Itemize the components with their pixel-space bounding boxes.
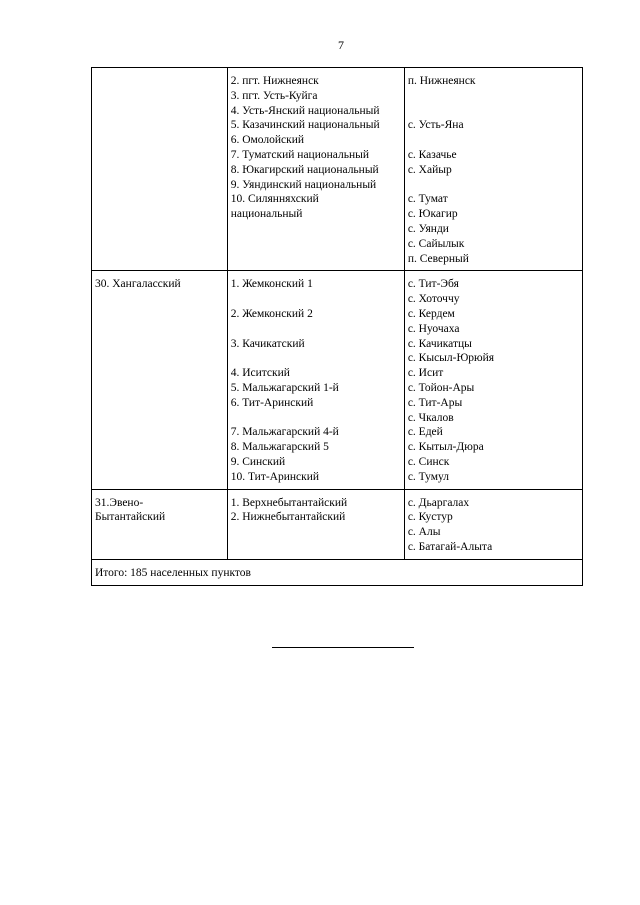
settlement-line: 8. Мальжагарский 5 — [230, 441, 329, 454]
locality-line: с. Уянди — [407, 222, 449, 235]
settlement-line: 6. Тит-Аринский — [230, 396, 314, 409]
settlement-line: 4. Иситский — [230, 367, 290, 380]
locality-line: с. Тойон-Ары — [407, 381, 475, 394]
locality-line — [408, 89, 580, 104]
locality-line: с. Усть-Яна — [407, 119, 464, 132]
locality-line: с. Тумат — [407, 193, 448, 206]
locality-line: п. Северный — [407, 252, 469, 265]
locality-line: с. Хоточчу — [407, 293, 460, 306]
table-row — [92, 489, 583, 559]
locality-line: с. Батагай-Алыта — [407, 540, 493, 553]
settlement-line: 4. Усть-Янский национальный — [230, 104, 380, 117]
localities-cell — [404, 489, 582, 559]
settlement-line: 6. Омолойский — [230, 134, 305, 147]
locality-line: с. Дьаргалах — [407, 496, 470, 509]
end-divider — [272, 647, 414, 648]
district-cell — [92, 271, 228, 489]
settlement-line: национальный — [230, 208, 303, 221]
settlement-line: 7. Туматский национальный — [230, 148, 369, 161]
settlement-line: 8. Юкагирский национальный — [230, 163, 379, 176]
locality-line: с. Юкагир — [407, 208, 458, 221]
settlements-cell — [227, 68, 404, 271]
locality-line: с. Кердем — [407, 307, 455, 320]
settlement-line: 2. Нижнебытантайский — [230, 511, 346, 524]
locality-line: с. Качикатцы — [407, 337, 472, 350]
settlement-line: 5. Мальжагарский 1-й — [230, 381, 339, 394]
total-row — [92, 559, 583, 585]
settlement-line — [231, 351, 402, 366]
settlements-cell — [227, 489, 404, 559]
settlement-line: 2. Жемконский 2 — [230, 307, 313, 320]
locality-line — [408, 133, 580, 148]
locality-line: с. Хайыр — [407, 163, 452, 176]
district-name: 30. Хангаласский — [95, 278, 181, 291]
settlement-line: 9. Уяндинский национальный — [230, 178, 377, 191]
settlement-line: 1. Верхнебытантайский — [230, 496, 348, 509]
settlement-line — [231, 322, 402, 337]
locality-line: с. Тит-Ары — [407, 396, 463, 409]
locality-line: с. Казачье — [407, 148, 457, 161]
total-cell — [92, 559, 583, 585]
locality-line: с. Тумул — [407, 470, 449, 483]
settlement-line: 1. Жемконский 1 — [230, 278, 313, 291]
district-name: Бытантайский — [95, 511, 166, 524]
locality-line: с. Кысыл-Юрюйя — [407, 352, 495, 365]
settlement-line: 3. пгт. Усть-Куйга — [230, 89, 318, 102]
locality-line — [408, 104, 580, 119]
district-cell — [92, 68, 228, 271]
locality-line — [408, 178, 580, 193]
table-row — [92, 271, 583, 489]
total-text: Итого: 185 населенных пунктов — [95, 566, 251, 579]
settlement-line: 10. Тит-Аринский — [230, 470, 320, 483]
district-name: 31.Эвено- — [95, 496, 144, 509]
locality-line: с. Нуочаха — [407, 322, 460, 335]
locality-line: с. Сайылык — [407, 237, 465, 250]
locality-line: с. Кустур — [407, 511, 453, 524]
district-cell — [92, 489, 228, 559]
settlement-line: 10. Силянняхский — [230, 193, 319, 206]
settlement-line — [231, 411, 402, 426]
settlement-line: 9. Синский — [230, 455, 286, 468]
locality-line: с. Кытыл-Дюра — [407, 441, 484, 454]
locality-line: с. Исит — [407, 367, 444, 380]
locality-line: с. Алы — [407, 526, 441, 539]
localities-cell — [404, 271, 582, 489]
settlement-line: 5. Казачинский национальный — [230, 119, 380, 132]
page-number: 7 — [338, 38, 344, 52]
settlements-cell — [227, 271, 404, 489]
localities-cell — [404, 68, 582, 271]
settlement-line: 2. пгт. Нижнеянск — [230, 75, 319, 87]
locality-line: с. Едей — [407, 426, 443, 439]
locality-line: с. Чкалов — [407, 411, 454, 424]
settlement-line: 7. Мальжагарский 4-й — [230, 426, 339, 439]
locality-line: с. Тит-Эбя — [407, 278, 459, 291]
settlements-table — [91, 67, 583, 586]
table-row — [92, 68, 583, 271]
locality-line: с. Синск — [407, 455, 450, 468]
settlement-line — [231, 292, 402, 307]
locality-line: п. Нижнеянск — [407, 75, 476, 87]
settlement-line: 3. Качикатский — [230, 337, 305, 350]
